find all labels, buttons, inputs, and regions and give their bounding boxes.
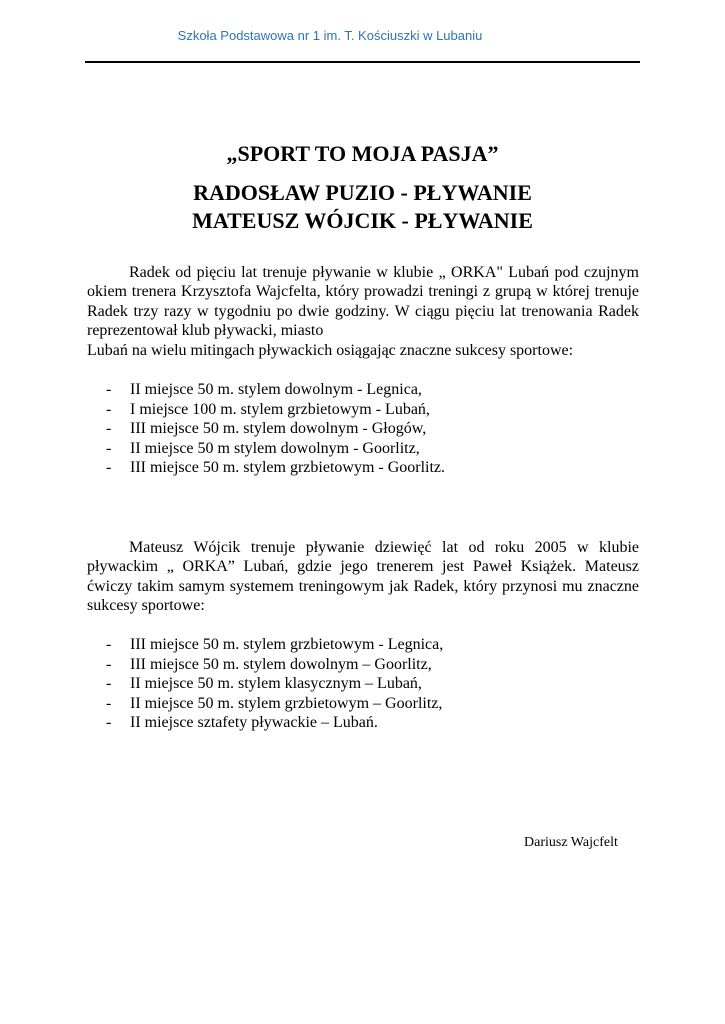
- list-dash: -: [106, 694, 112, 712]
- list-item: [87, 655, 639, 675]
- list-item-text: I miejsce 100 m. stylem grzbietowym - Lubań,: [130, 400, 430, 418]
- list-item: [87, 635, 639, 655]
- list-item-text: III miejsce 50 m. stylem dowolnym - Głogów,: [130, 420, 427, 438]
- school-header: Szkoła Podstawowa nr 1 im. T. Kościuszki w Lubaniu: [177, 28, 483, 43]
- list-dash: -: [106, 381, 112, 398]
- list-dash: -: [106, 636, 112, 653]
- header-divider: [85, 61, 640, 63]
- list-item: [87, 380, 639, 400]
- list-item: [87, 400, 639, 420]
- document-title: „SPORT TO MOJA PASJA”: [226, 141, 499, 166]
- paragraph-radek-continuation: Lubań na wielu mitingach pływackich osiągając znaczne sukcesy sportowe:: [87, 341, 574, 359]
- list-dash: -: [106, 439, 112, 457]
- list-item-text: III miejsce 50 m. stylem dowolnym – Goorlitz,: [130, 655, 432, 673]
- list-item: [87, 713, 639, 733]
- list-dash: -: [106, 714, 112, 732]
- list-item-text: II miejsce 50 m. stylem klasycznym – Lubań,: [130, 675, 422, 693]
- list-item: [87, 458, 639, 478]
- list-dash: -: [106, 420, 112, 438]
- list-dash: -: [106, 655, 112, 673]
- list-item: [87, 439, 639, 459]
- list-dash: -: [106, 459, 112, 477]
- list-item: [87, 419, 639, 439]
- achievements-mateusz-list: [87, 635, 639, 733]
- list-item-text: II miejsce sztafety pływackie – Lubań.: [130, 714, 378, 732]
- paragraph-radek: [87, 263, 639, 360]
- list-dash: -: [106, 675, 112, 693]
- achievements-radek-list: [87, 380, 639, 478]
- list-dash: -: [106, 400, 112, 418]
- list-item-text: II miejsce 50 m. stylem grzbietowym – Goorlitz,: [130, 694, 443, 712]
- subtitle-radoslaw: RADOSŁAW PUZIO - PŁYWANIE: [193, 180, 532, 205]
- list-item: [87, 674, 639, 694]
- list-item: [87, 694, 639, 714]
- author-signature: Dariusz Wajcfelt: [524, 835, 618, 850]
- list-item-text: III miejsce 50 m. stylem grzbietowym - Legnica,: [130, 636, 444, 653]
- subtitle-mateusz: MATEUSZ WÓJCIK - PŁYWANIE: [192, 208, 533, 233]
- paragraph-mateusz: [87, 538, 639, 616]
- paragraph-radek-text: Radek od pięciu lat trenuje pływanie w klubie „ ORKA" Lubań pod czujnym okiem trenera Krzysztofa Wajcfelta, który prowadzi treningi z grupą w której trenuje Radek trzy razy w tygodniu po dwie godziny. W ciągu pięciu lat trenowania Radek reprezentował klub pływacki, miasto: [87, 264, 639, 340]
- paragraph-mateusz-text: Mateusz Wójcik trenuje pływanie dziewięć lat od roku 2005 w klubie pływackim „ ORKA” Lubań, gdzie jego trenerem jest Paweł Książek. Mateusz ćwiczy takim samym systemem treningowym jak Radek, który przynosi mu znaczne sukcesy sportowe:: [87, 539, 639, 615]
- list-item-text: III miejsce 50 m. stylem grzbietowym - Goorlitz.: [130, 459, 446, 477]
- list-item-text: II miejsce 50 m stylem dowolnym - Goorlitz,: [130, 439, 420, 457]
- list-item-text: II miejsce 50 m. stylem dowolnym - Legnica,: [130, 381, 422, 398]
